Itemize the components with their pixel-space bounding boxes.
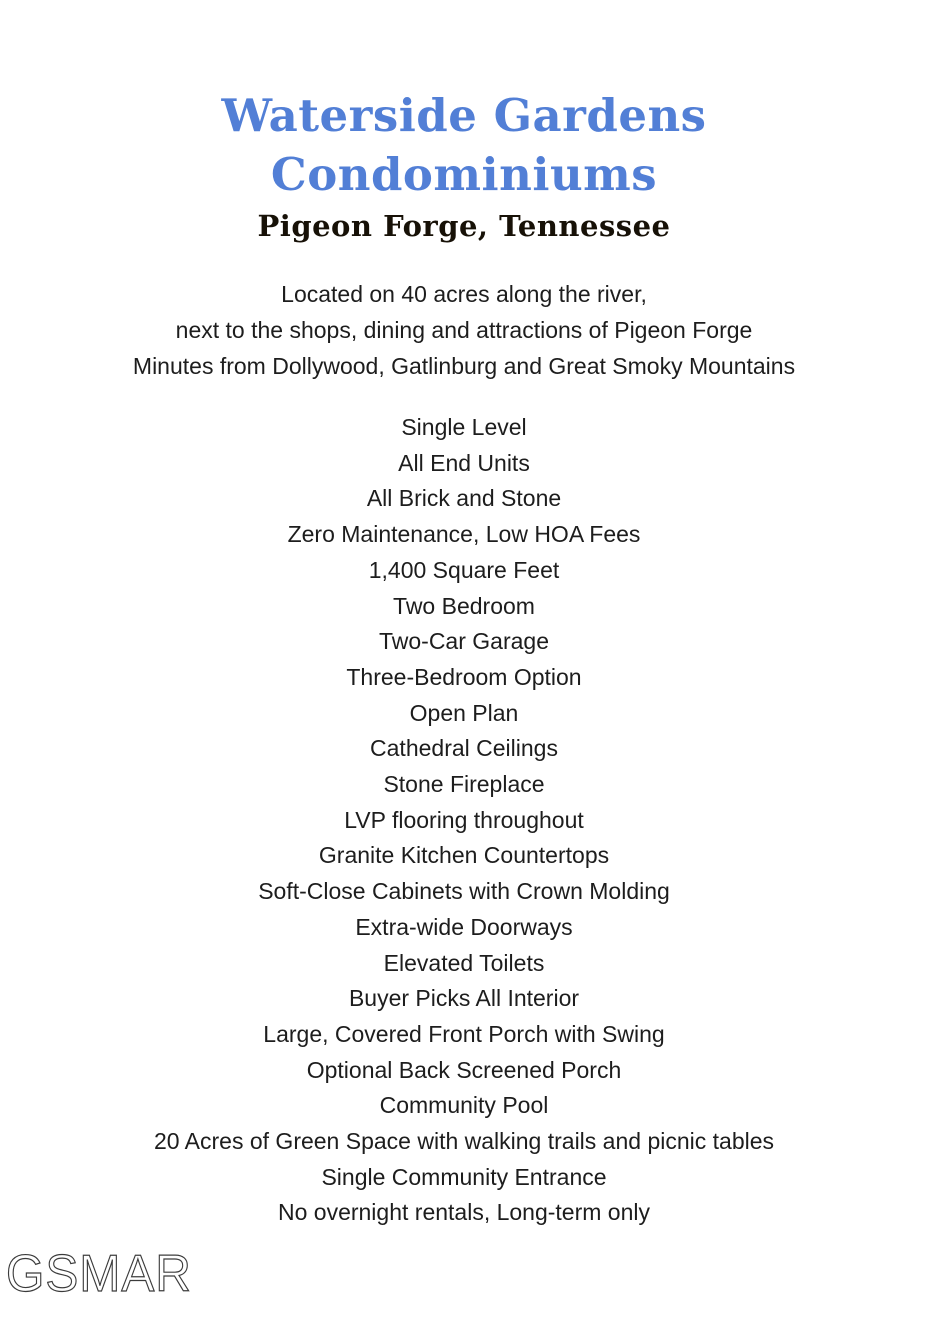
feature-item: All End Units xyxy=(398,449,530,476)
feature-item: Stone Fireplace xyxy=(383,771,545,798)
feature-item: All Brick and Stone xyxy=(366,485,562,512)
feature-item: Two Bedroom xyxy=(393,592,535,619)
property-title-line-1: Waterside Gardens xyxy=(221,89,707,142)
feature-item: Extra-wide Doorways xyxy=(355,913,573,940)
intro-paragraph xyxy=(0,276,928,384)
feature-item: Elevated Toilets xyxy=(383,949,545,976)
feature-item: No overnight rentals, Long-term only xyxy=(277,1199,651,1226)
feature-item: Three-Bedroom Option xyxy=(346,663,582,690)
intro-line-2: next to the shops, dining and attractions of Pigeon Forge xyxy=(175,317,753,343)
feature-item: Cathedral Ceilings xyxy=(370,735,558,762)
feature-item: Open Plan xyxy=(409,699,519,726)
feature-item: Optional Back Screened Porch xyxy=(306,1056,622,1083)
feature-item: Community Pool xyxy=(379,1092,549,1119)
property-title xyxy=(0,86,928,204)
gsmar-watermark: GSMAR xyxy=(6,1245,192,1303)
intro-line-1: Located on 40 acres along the river, xyxy=(281,281,647,307)
feature-item: Buyer Picks All Interior xyxy=(348,985,580,1012)
feature-item: Two-Car Garage xyxy=(378,628,549,655)
feature-item: 20 Acres of Green Space with walking trails and picnic tables xyxy=(153,1128,775,1155)
features-list xyxy=(0,410,928,1231)
feature-item: Large, Covered Front Porch with Swing xyxy=(263,1020,665,1047)
feature-item: Single Level xyxy=(401,414,527,440)
feature-item: Soft-Close Cabinets with Crown Molding xyxy=(258,878,670,905)
intro-line-3: Minutes from Dollywood, Gatlinburg and Great Smoky Mountains xyxy=(132,353,796,379)
property-location: Pigeon Forge, Tennessee xyxy=(257,209,671,243)
feature-item: LVP flooring throughout xyxy=(344,806,584,833)
feature-item: Single Community Entrance xyxy=(321,1163,607,1190)
feature-item: 1,400 Square Feet xyxy=(368,556,560,583)
feature-item: Zero Maintenance, Low HOA Fees xyxy=(287,521,641,548)
feature-item: Granite Kitchen Countertops xyxy=(318,842,610,869)
property-title-line-2: Condominiums xyxy=(270,148,658,201)
